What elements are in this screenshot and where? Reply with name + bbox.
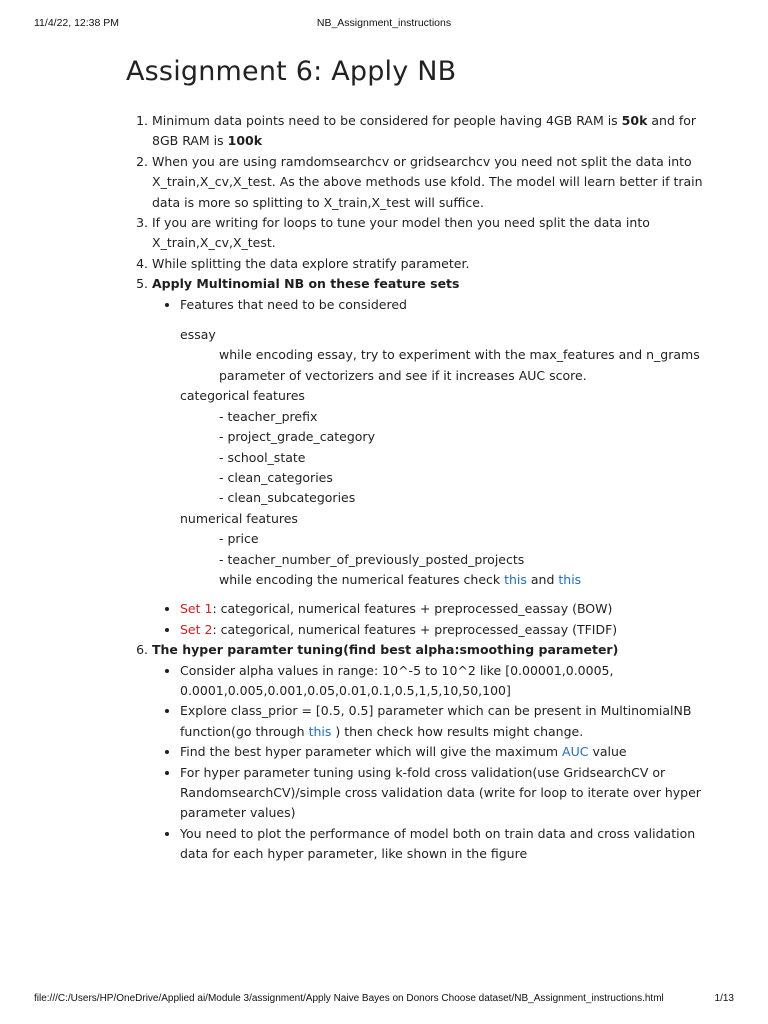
link-auc[interactable]: AUC [562, 744, 589, 760]
set1-label: Set 1 [180, 601, 213, 617]
list-item [152, 111, 710, 152]
print-datetime: 11/4/22, 12:38 PM [34, 17, 120, 29]
numerical-note-text: while encoding the numerical features check [219, 571, 505, 587]
instruction-list [130, 111, 710, 865]
bullet-item [180, 742, 710, 762]
list-item [152, 254, 710, 274]
cat-feature-item: - clean_subcategories [219, 490, 356, 506]
essay-label: essay [180, 327, 216, 343]
set2-label: Set 2 [180, 621, 213, 637]
bullet-item [180, 661, 710, 702]
feature-bullets [152, 295, 710, 641]
features-heading: Features that need to be considered [180, 296, 407, 312]
cat-feature-item: - clean_categories [219, 469, 333, 485]
item2-text: When you are using ramdomsearchcv or gridsearchcv you need not split the data into X_train,X_cv,X_test. As the above methods use kfold. The model will learn better if train data is more so splitting to X_train,X_test will suffice. [152, 153, 703, 210]
best-param-text-post: value [588, 744, 627, 760]
plot-text: You need to plot the performance of model both on train data and cross validation data for each hyper parameter, like shown in the figure [180, 825, 696, 862]
page-title: Assignment 6: Apply NB [126, 56, 457, 87]
categorical-label: categorical features [180, 388, 305, 404]
item6-title: The hyper paramter tuning(find best alpha:smoothing parameter) [152, 642, 619, 658]
print-doc-title: NB_Assignment_instructions [316, 17, 452, 29]
item1-bold-100k: 100k [227, 133, 263, 149]
item1-text-mid: and for 8GB RAM is [152, 113, 697, 149]
link-this-1[interactable]: this [504, 571, 527, 587]
print-file-path: file:///C:/Users/HP/OneDrive/Applied ai/Module 3/assignment/Apply Naive Bayes on Donors Choose dataset/NB_Assignment_instructions.html [34, 993, 664, 1004]
alpha-range-text: Consider alpha values in range: 10^-5 to 10^2 like [0.00001,0.0005, 0.0001,0.005,0.001,0.05,0.01,0.1,0.5,1,5,10,50,100] [180, 662, 614, 698]
item3-text: If you are writing for loops to tune your model then you need split the data into X_train,X_cv,X_test. [152, 215, 650, 251]
cat-feature-item: - school_state [219, 449, 306, 465]
numerical-label: numerical features [180, 510, 298, 526]
best-param-text: Find the best hyper parameter which will give the maximum [180, 744, 563, 760]
list-item [152, 213, 710, 254]
essay-note: while encoding essay, try to experiment with the max_features and n_grams parameter of vectorizers and see if it increases AUC score. [219, 347, 700, 383]
set2-text: : categorical, numerical features + preprocessed_eassay (TFIDF) [212, 621, 618, 637]
bullet-item [180, 620, 710, 640]
item5-title: Apply Multinomial NB on these feature sets [152, 276, 460, 292]
link-this-3[interactable]: this [308, 723, 332, 739]
set1-text: : categorical, numerical features + preprocessed_eassay (BOW) [212, 601, 613, 617]
bullet-item [180, 763, 710, 824]
cat-feature-item: - project_grade_category [219, 429, 375, 445]
num-feature-item: - price [219, 531, 259, 547]
list-item [152, 274, 710, 640]
print-page-number: 1/13 [714, 993, 734, 1004]
kfold-text: For hyper parameter tuning using k-fold cross validation(use GridsearchCV or RandomsearchCV)/simple cross validation data (write for loop to iterate over hyper parameter values) [180, 764, 701, 821]
numerical-note [180, 570, 710, 590]
instructions-body [130, 111, 710, 865]
bullet-item [180, 599, 710, 619]
class-prior-text-post: ) then check how results might change. [331, 723, 584, 739]
tuning-bullets [152, 661, 710, 865]
item1-text: Minimum data points need to be considered for people having 4GB RAM is [152, 113, 622, 128]
num-feature-item: - teacher_number_of_previously_posted_projects [219, 551, 525, 567]
link-this-2[interactable]: this [558, 571, 582, 587]
item1-bold-50k: 50k [621, 113, 648, 128]
numerical-note-and: and [526, 571, 559, 587]
bullet-item [180, 701, 710, 742]
list-item [152, 152, 710, 213]
bullet-item [180, 824, 710, 865]
class-prior-text: Explore class_prior = [0.5, 0.5] parameter which can be present in MultinomialNB function(go through [180, 703, 692, 739]
cat-feature-item: - teacher_prefix [219, 408, 318, 424]
item4-text: While splitting the data explore stratify parameter. [152, 255, 470, 271]
bullet-item [180, 295, 710, 600]
list-item [152, 640, 710, 864]
